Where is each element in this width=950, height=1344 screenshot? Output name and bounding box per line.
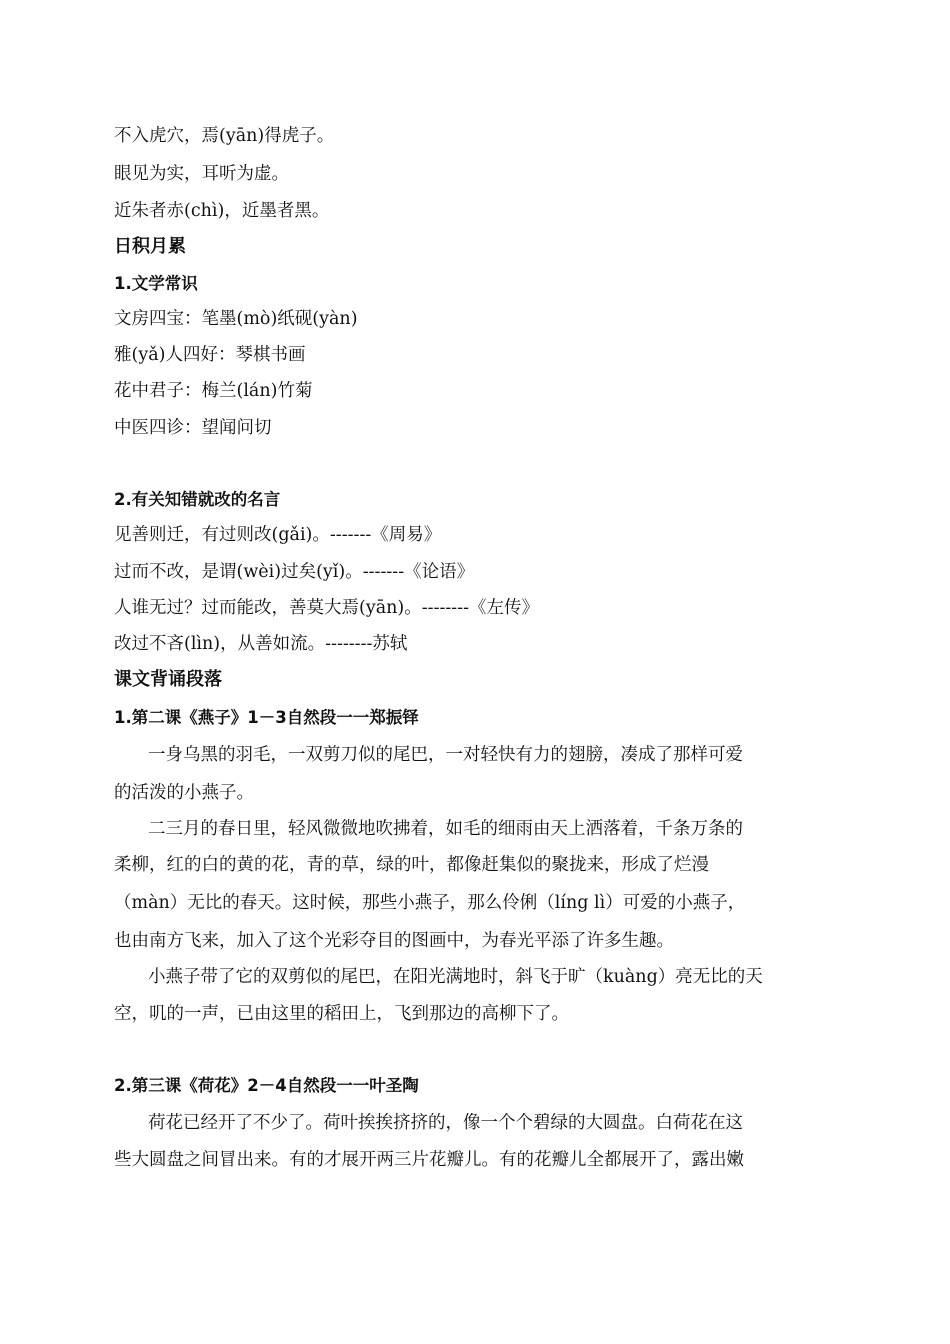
proverb-line: 不入虎穴，焉(yān)得虎子。 xyxy=(114,126,335,146)
lesson-heading-lotus: 2.第三课《荷花》2－4自然段一一叶圣陶 xyxy=(114,1076,419,1095)
knowledge-item: 雅(yǎ)人四好：琴棋书画 xyxy=(114,345,306,365)
quote-item: 人谁无过？过而能改，善莫大焉(yān)。--------《左传》 xyxy=(114,598,540,618)
text-line: 空，叽的一声，已由这里的稻田上，飞到那边的高柳下了。 xyxy=(114,1004,569,1024)
quote-item: 过而不改，是谓(wèi)过矣(yǐ)。-------《论语》 xyxy=(114,562,475,582)
text-line: 的活泼的小燕子。 xyxy=(114,783,254,803)
lesson-heading-swallow: 1.第二课《燕子》1－3自然段一一郑振铎 xyxy=(114,708,419,727)
quote-item: 改过不吝(lìn)，从善如流。--------苏轼 xyxy=(114,634,408,654)
text-line: 小燕子带了它的双剪似的尾巴，在阳光满地时，斜飞于旷（kuàng）亮无比的天 xyxy=(148,967,763,987)
knowledge-item: 中医四诊：望闻问切 xyxy=(114,418,272,438)
text-line: 二三月的春日里，轻风微微地吹拂着，如毛的细雨由天上洒落着，千条万条的 xyxy=(148,819,743,839)
knowledge-item: 花中君子：梅兰(lán)竹菊 xyxy=(114,381,313,401)
quote-item: 见善则迁，有过则改(gǎi)。-------《周易》 xyxy=(114,525,442,545)
text-line: 荷花已经开了不少了。荷叶挨挨挤挤的，像一个个碧绿的大圆盘。白荷花在这 xyxy=(148,1113,743,1133)
text-line: （màn）无比的春天。这时候，那些小燕子，那么伶俐（líng lì）可爱的小燕子， xyxy=(114,893,746,913)
text-line: 些大圆盘之间冒出来。有的才展开两三片花瓣儿。有的花瓣儿全都展开了，露出嫩 xyxy=(114,1150,744,1170)
text-line: 也由南方飞来，加入了这个光彩夺目的图画中，为春光平添了许多生趣。 xyxy=(114,931,674,951)
text-line: 柔柳，红的白的黄的花，青的草，绿的叶，都像赶集似的聚拢来，形成了烂漫 xyxy=(114,855,709,875)
section-heading-riji: 日积月累 xyxy=(114,236,186,257)
knowledge-item: 文房四宝：笔墨(mò)纸砚(yàn) xyxy=(114,309,358,329)
proverb-line: 近朱者赤(chì)，近墨者黑。 xyxy=(114,201,330,221)
subheading-famous-quotes: 2.有关知错就改的名言 xyxy=(114,490,281,509)
subheading-literary-knowledge: 1.文学常识 xyxy=(114,274,198,293)
section-heading-recitation: 课文背诵段落 xyxy=(114,669,222,690)
proverb-line: 眼见为实，耳听为虚。 xyxy=(114,164,289,184)
text-line: 一身乌黑的羽毛，一双剪刀似的尾巴，一对轻快有力的翅膀，凑成了那样可爱 xyxy=(148,745,743,765)
